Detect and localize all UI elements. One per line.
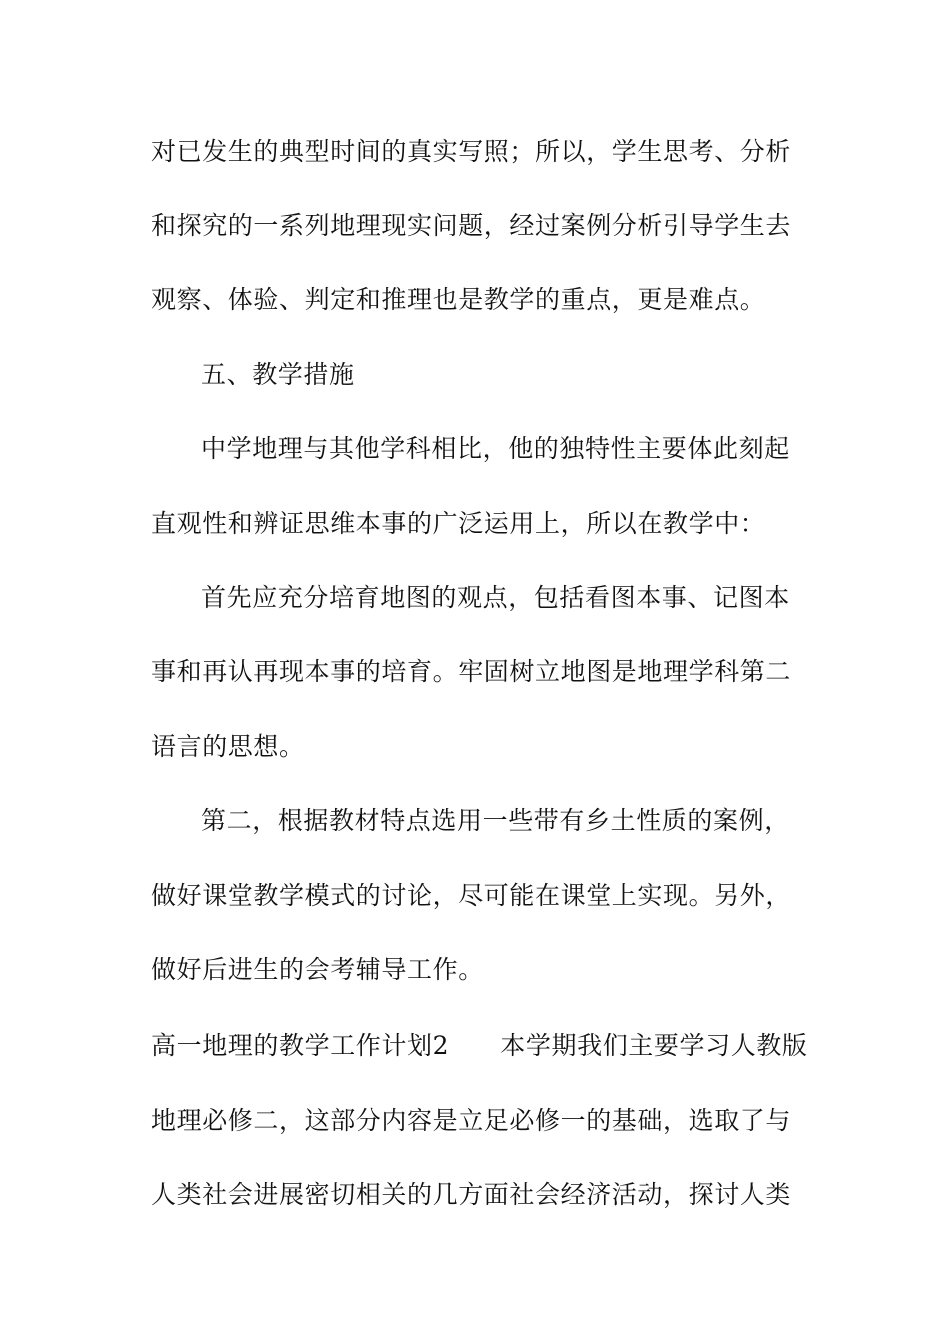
- paragraph-line: 对已发生的典型时间的真实写照；所以，学生思考、分析: [151, 137, 792, 166]
- paragraph-line: 语言的思想。: [151, 732, 305, 761]
- paragraph-line: 直观性和辨证思维本事的广泛运用上，所以在教学中：: [151, 509, 766, 538]
- paragraph-line: 做好课堂教学模式的讨论，尽可能在课堂上实现。另外，: [151, 881, 792, 910]
- paragraph-line: 观察、体验、判定和推理也是教学的重点，更是难点。: [151, 285, 766, 314]
- paragraph-line: 第二，根据教材特点选用一些带有乡土性质的案例，: [201, 806, 790, 835]
- document-title-line: 高一地理的教学工作计划2 本学期我们主要学习人教版: [151, 1031, 808, 1060]
- paragraph-line: 中学地理与其他学科相比，他的独特性主要体此刻起: [201, 434, 790, 463]
- paragraph-line: 事和再认再现本事的培育。牢固树立地图是地理学科第二: [151, 657, 792, 686]
- paragraph-line: 做好后进生的会考辅导工作。: [151, 955, 484, 984]
- paragraph-line: 人类社会进展密切相关的几方面社会经济活动，探讨人类: [151, 1180, 792, 1209]
- paragraph-line: 地理必修二，这部分内容是立足必修一的基础，选取了与: [151, 1106, 792, 1135]
- paragraph-line: 首先应充分培育地图的观点，包括看图本事、记图本: [201, 583, 790, 612]
- paragraph-line: 和探究的一系列地理现实问题，经过案例分析引导学生去: [151, 211, 792, 240]
- section-heading: 五、教学措施: [201, 360, 355, 389]
